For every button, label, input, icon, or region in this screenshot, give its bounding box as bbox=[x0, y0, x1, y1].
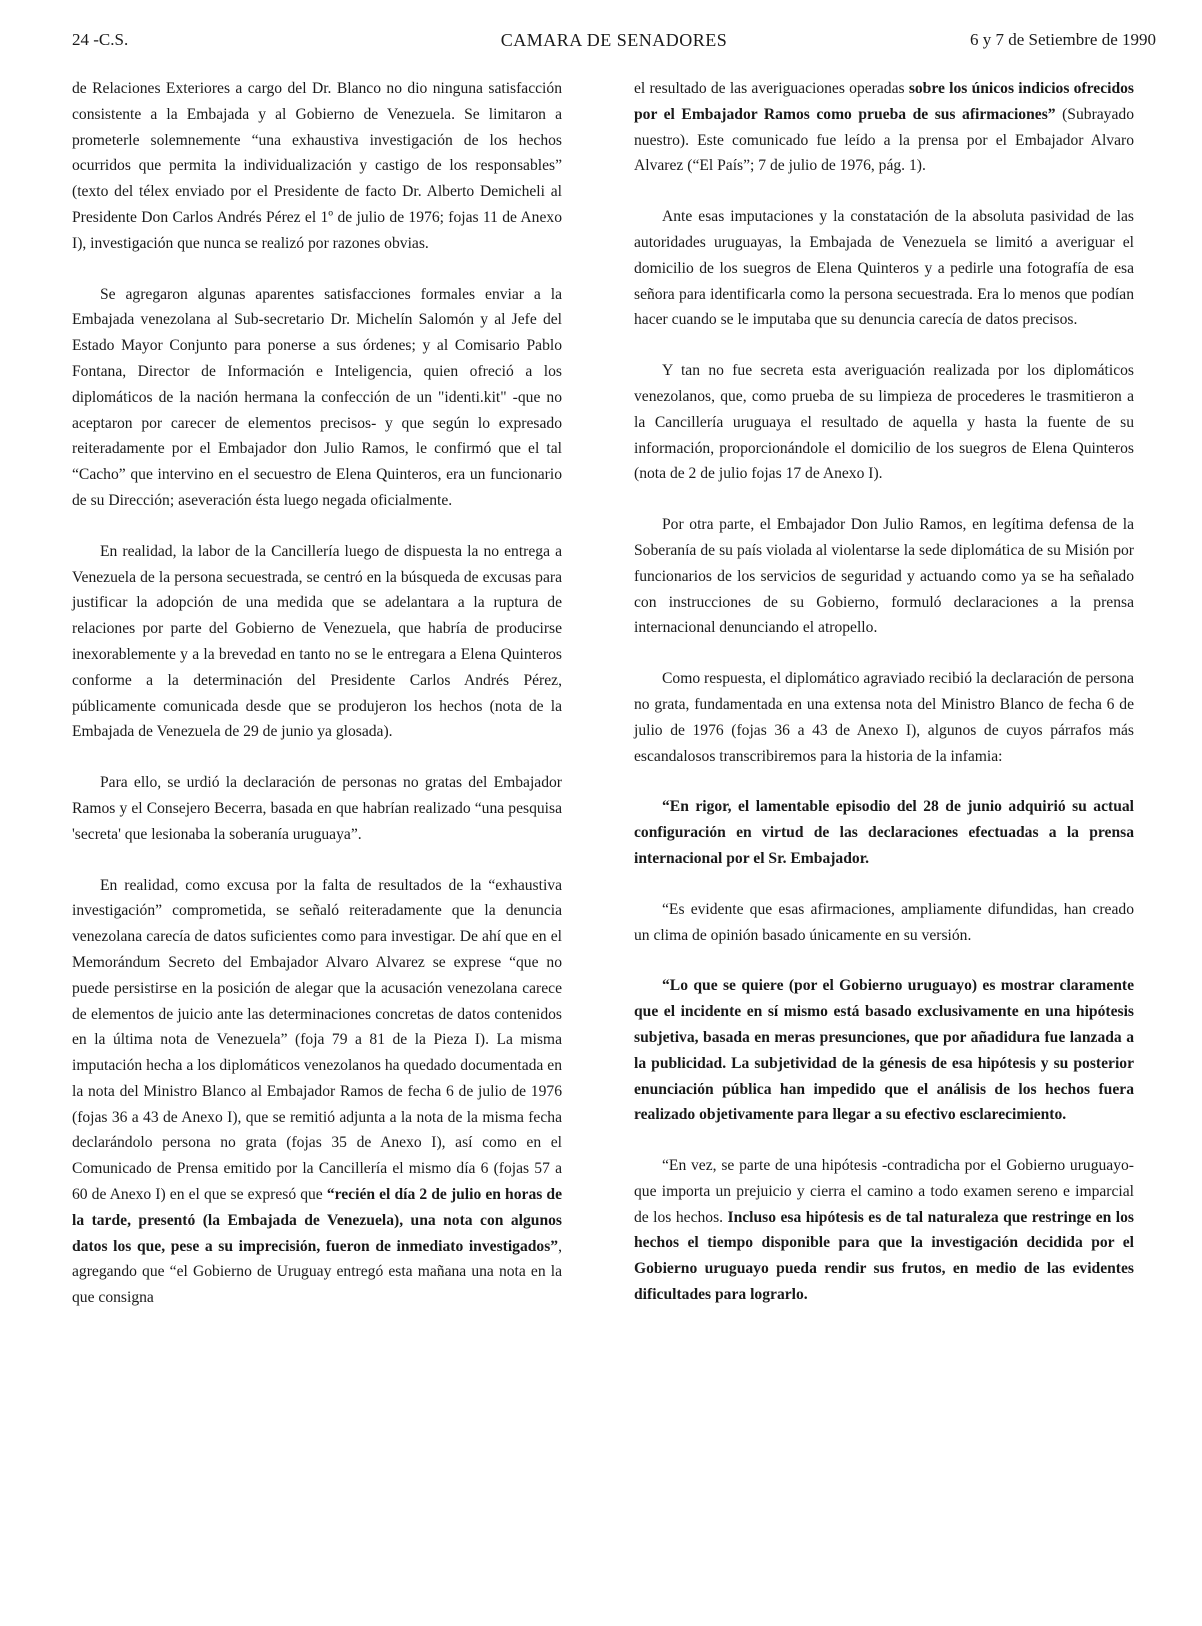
session-date: 6 y 7 de Setiembre de 1990 bbox=[969, 30, 1156, 49]
quoted-emphasis: “recién el día 2 de julio en horas de la tarde, presentó (la Embajada de Venezuela), una nota con algunos datos los que, pese a su imprecisión, fueron de inmediato investigados” bbox=[72, 1186, 562, 1255]
quoted-paragraph: “Lo que se quiere (por el Gobierno uruguayo) es mostrar claramente que el incidente en sí mismo está basado exclusivamente en una hipótesis subjetiva, basada en meras presunciones, que por añadidura fue lanzada a la publicidad. La subjetividad de la génesis de esa hipótesis y su posterior enunciación pública han impedido que el análisis de los hechos fuera realizado objetivamente para llegar a su efectivo esclarecimiento. bbox=[634, 977, 1134, 1124]
paragraph: Se agregaron algunas aparentes satisfacciones formales enviar a la Embajada venezolana al Sub-secretario Dr. Michelín Salomón y al Jefe del Estado Mayor Conjunto para ponerse a sus órdenes; y al Comisario Pablo Fontana, Director de Información e Inteligencia, quien ofreció a los diplomáticos de la nación hermana la confección de un "identi.kit" -que no aceptaron por carecer de elementos precisos- y que según lo expresado reiteradamente por el Embajador don Julio Ramos, le confirmó que el tal “Cacho” que intervino en el secuestro de Elena Quinteros, era un funcionario de su Dirección; aseveración ésta luego negada oficialmente. bbox=[72, 285, 562, 509]
page-header bbox=[72, 30, 1156, 60]
quoted-emphasis: sobre los únicos indicios ofrecidos por el Embajador Ramos como prueba de sus afirmaciones” bbox=[634, 80, 1134, 123]
paragraph bbox=[72, 873, 562, 1312]
page-reference: 24 -C.S. bbox=[72, 30, 129, 49]
left-column bbox=[72, 76, 562, 1336]
quoted-emphasis: Incluso esa hipótesis es de tal naturaleza que restringe en los hechos el tiempo disponible para que la investigación decidida por el Gobierno uruguayo pueda rendir sus frutos, en medio de las evidentes dificultades para lograrlo. bbox=[634, 1208, 1134, 1304]
chamber-title: CAMARA DE SENADORES bbox=[500, 30, 728, 50]
paragraph-text: (Subrayado nuestro). Este comunicado fue leído a la prensa por el Embajador Alvaro Alvarez (“El País”; 7 de julio de 1976, pág. 1). bbox=[634, 105, 1134, 175]
right-column bbox=[634, 76, 1134, 1333]
paragraph: En realidad, la labor de la Cancillería luego de dispuesta la no entrega a Venezuela de la persona secuestrada, se centró en la búsqueda de excusas para justificar la adopción de una medida que se adelantara a la ruptura de relaciones por parte del Gobierno de Venezuela, que habría de producirse inexorablemente y a la brevedad en tanto no se le entregara a Elena Quinteros conforme a la determinación del Presidente Carlos Andrés Pérez, públicamente comunicada desde que se produjeron los hechos (nota de la Embajada de Venezuela de 29 de junio ya glosada). bbox=[72, 542, 562, 741]
paragraph: Como respuesta, el diplomático agraviado recibió la declaración de persona no grata, fundamentada en una extensa nota del Ministro Blanco de fecha 6 de julio de 1976 (fojas 36 a 43 de Anexo I), algunos de cuyos párrafos más escandalosos transcribiremos para la historia de la infamia: bbox=[634, 670, 1134, 765]
paragraph: de Relaciones Exteriores a cargo del Dr. Blanco no dio ninguna satisfacción consistente a la Embajada y al Gobierno de Venezuela. Se limitaron a prometerle solemnemente “una exhaustiva investigación de los hechos ocurridos que permita la individualización y castigo de los responsables” (texto del télex enviado por el Presidente de facto Dr. Alberto Demicheli al Presidente Don Carlos Andrés Pérez el 1º de julio de 1976; fojas 11 de Anexo I), investigación que nunca se realizó por razones obvias. bbox=[72, 80, 562, 252]
quoted-paragraph: “Es evidente que esas afirmaciones, ampliamente difundidas, han creado un clima de opinión basado únicamente en su versión. bbox=[634, 900, 1134, 944]
paragraph-text: , agregando que “el Gobierno de Uruguay entregó esta mañana una nota en la que consigna bbox=[72, 1237, 562, 1307]
paragraph-text: “En vez, se parte de una hipótesis -contradicha por el Gobierno uruguayo- que importa un prejuicio y cierra el camino a todo examen sereno e imparcial de los hechos. bbox=[634, 1157, 1134, 1226]
paragraph: Y tan no fue secreta esta averiguación realizada por los diplomáticos venezolanos, que, como prueba de su limpieza de procederes le trasmitieron a la Cancillería uruguaya el resultado de aquella y hasta la fuente de su información, proporcionándole el domicilio de los suegros de Elena Quinteros (nota de 2 de julio fojas 17 de Anexo I). bbox=[634, 362, 1134, 483]
paragraph: Ante esas imputaciones y la constatación de la absoluta pasividad de las autoridades uruguayas, la Embajada de Venezuela se limitó a averiguar el domicilio de los suegros de Elena Quinteros y a pedirle una fotografía de esa señora para identificarla como la persona secuestrada. Era lo menos que podían hacer cuando se le imputaba que su denuncia carecía de datos precisos. bbox=[634, 208, 1134, 329]
paragraph-text: En realidad, como excusa por la falta de resultados de la “exhaustiva investigación” comprometida, se señaló reiteradamente que la denuncia venezolana carecía de datos suficientes como para investigar. De ahí que en el Memorándum Secreto del Embajador Alvaro Alvarez se exprese “que no puede persistirse en la posición de alegar que la acusación venezolana carece de elementos de juicio ante las determinaciones concretas de datos contenidos en la última nota de Venezuela” (foja 79 a 81 de la Pieza I). La misma imputación hecha a los diplomáticos venezolanos ha quedado documentada en la nota del Ministro Blanco al Embajador Ramos de fecha 6 de julio de 1976 (fojas 36 a 43 de Anexo I), que se remitió adjunta a la nota de la misma fecha declarándolo persona no grata (fojas 35 de Anexo I), así como en el Comunicado de Prensa emitido por la Cancillería el mismo día 6 (fojas 57 a 60 de Anexo I) en el que se expresó que bbox=[72, 876, 562, 1204]
quoted-paragraph bbox=[634, 1153, 1134, 1308]
paragraph bbox=[634, 76, 1134, 179]
paragraph-text: el resultado de las averiguaciones operadas bbox=[634, 80, 909, 97]
paragraph: Para ello, se urdió la declaración de personas no gratas del Embajador Ramos y el Consejero Becerra, basada en que habrían realizado “una pesquisa 'secreta' que lesionaba la soberanía uruguaya”. bbox=[72, 774, 562, 843]
paragraph: Por otra parte, el Embajador Don Julio Ramos, en legítima defensa de la Soberanía de su país violada al violentarse la sede diplomática de su Misión por funcionarios de los servicios de seguridad y actuando como ya se ha señalado con instrucciones de su Gobierno, formuló declaraciones a la prensa internacional denunciando el atropello. bbox=[634, 516, 1134, 637]
quoted-paragraph: “En rigor, el lamentable episodio del 28 de junio adquirió su actual configuración en virtud de las declaraciones efectuadas a la prensa internacional por el Sr. Embajador. bbox=[634, 798, 1134, 867]
